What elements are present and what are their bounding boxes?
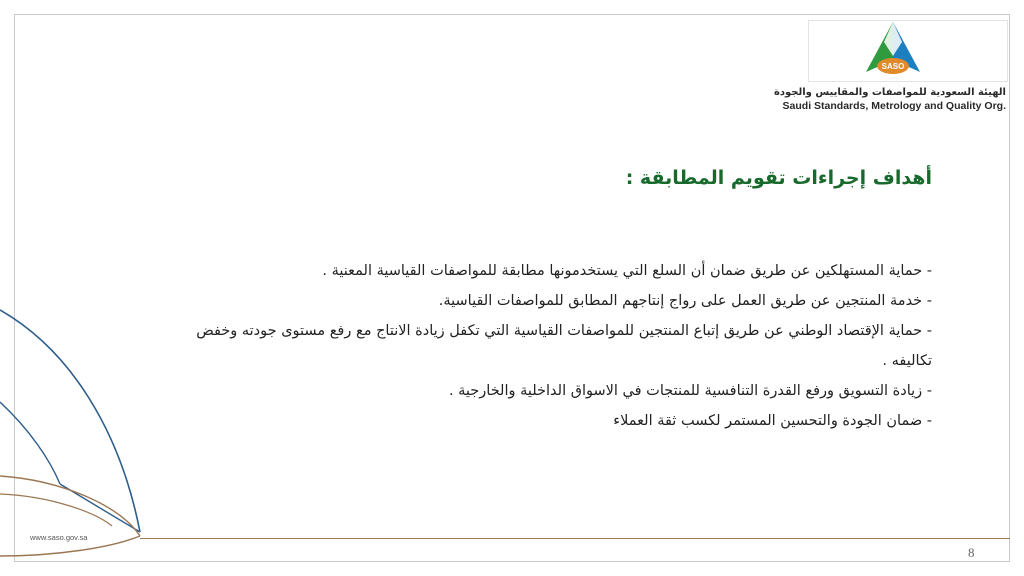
saso-logo-icon	[860, 20, 926, 80]
footer-divider	[140, 538, 1010, 539]
page-number: 8	[968, 545, 975, 560]
bullet-item: - ضمان الجودة والتحسين المستمر لكسب ثقة العملاء	[613, 413, 932, 429]
org-name-english: Saudi Standards, Metrology and Quality Org.	[782, 100, 1006, 112]
logo-text: SASO	[881, 62, 905, 71]
bullet-item: - حماية الإقتصاد الوطني عن طريق إتباع المنتجين للمواصفات القياسية التي تكفل زيادة الانتاج مع رفع مستوى جودته وخفض تكاليفه .	[196, 323, 932, 369]
org-name-arabic: الهيئة السعودية للمواصفات والمقاييس والجودة	[773, 87, 1006, 98]
bullet-item: - حماية المستهلكين عن طريق ضمان أن السلع التي يستخدمونها مطابقة للمواصفات القياسية المعنية .	[322, 263, 932, 279]
bullet-item: - زيادة التسويق ورفع القدرة التنافسية للمنتجات في الاسواق الداخلية والخارجية .	[448, 383, 932, 399]
slide-title: أهداف إجراءات تقويم المطابقة :	[625, 167, 932, 189]
bullet-list	[172, 256, 932, 436]
bullet-item: - خدمة المنتجين عن طريق العمل على رواج إنتاجهم المطابق للمواصفات القياسية.	[438, 293, 932, 309]
website-url: www.saso.gov.sa	[30, 533, 88, 542]
